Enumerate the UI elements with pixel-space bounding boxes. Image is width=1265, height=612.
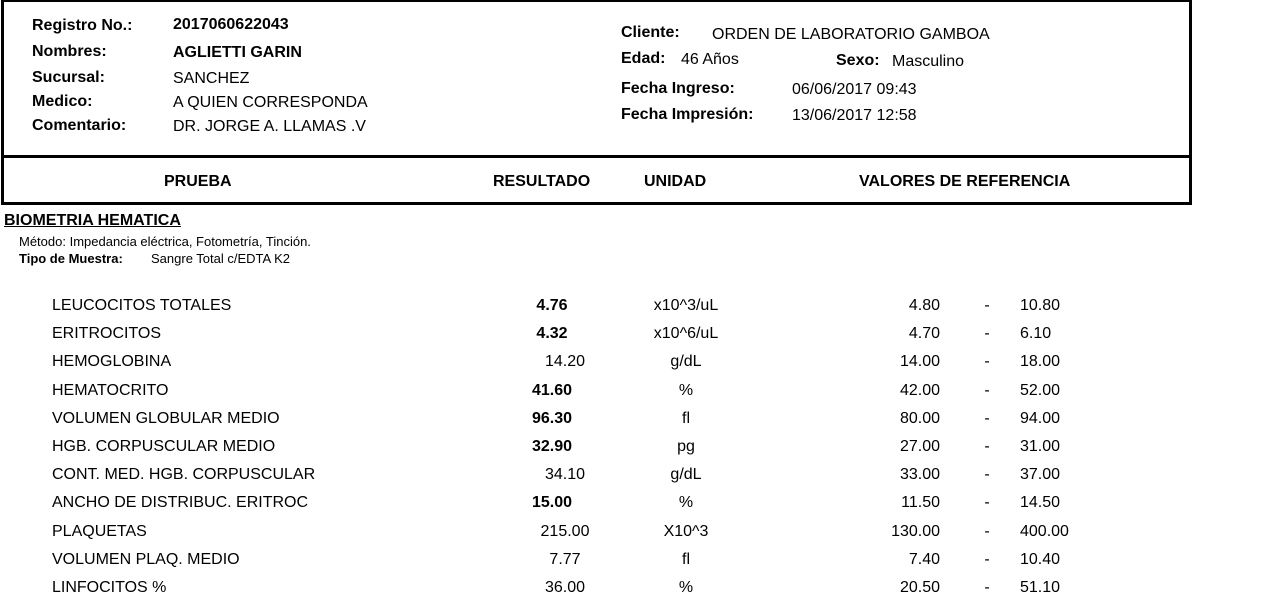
test-unit: fl bbox=[682, 551, 690, 568]
section-title: BIOMETRIA HEMATICA bbox=[4, 212, 181, 229]
medico-label: Medico: bbox=[32, 93, 93, 110]
registro-value: 2017060622043 bbox=[173, 16, 289, 33]
test-result: 96.30 bbox=[531, 410, 573, 427]
reference-high: 14.50 bbox=[1020, 494, 1061, 511]
reference-high: 37.00 bbox=[1020, 466, 1061, 483]
test-result: 7.77 bbox=[549, 551, 581, 568]
test-name: PLAQUETAS bbox=[52, 523, 147, 540]
reference-low: 33.00 bbox=[899, 466, 940, 483]
test-result: 4.32 bbox=[536, 325, 568, 342]
test-unit: x10^3/uL bbox=[653, 297, 719, 314]
reference-dash: - bbox=[984, 325, 990, 342]
test-name: ANCHO DE DISTRIBUC. ERITROC bbox=[52, 494, 309, 511]
table-row bbox=[0, 410, 1265, 434]
test-unit: fl bbox=[682, 410, 690, 427]
table-row bbox=[0, 438, 1265, 462]
column-referencia: VALORES DE REFERENCIA bbox=[859, 173, 1071, 190]
reference-low: 7.40 bbox=[908, 551, 940, 568]
sucursal-value: SANCHEZ bbox=[173, 70, 250, 87]
reference-dash: - bbox=[984, 382, 990, 399]
sexo-value: Masculino bbox=[892, 53, 965, 70]
reference-low: 130.00 bbox=[891, 523, 940, 540]
edad-value: 46 Años bbox=[681, 51, 739, 68]
reference-dash: - bbox=[984, 353, 990, 370]
test-name: VOLUMEN GLOBULAR MEDIO bbox=[52, 410, 280, 427]
edad-label: Edad: bbox=[621, 50, 666, 67]
test-result: 4.76 bbox=[536, 297, 568, 314]
reference-dash: - bbox=[984, 523, 990, 540]
tipo-muestra-label: Tipo de Muestra: bbox=[19, 251, 123, 266]
test-unit: X10^3 bbox=[663, 523, 709, 540]
test-unit: pg bbox=[677, 438, 695, 455]
cliente-value: ORDEN DE LABORATORIO GAMBOA bbox=[712, 26, 990, 43]
reference-low: 20.50 bbox=[899, 579, 940, 596]
tipo-muestra-value: Sangre Total c/EDTA K2 bbox=[151, 251, 290, 266]
table-row bbox=[0, 551, 1265, 575]
reference-high: 10.80 bbox=[1020, 297, 1061, 314]
medico-value: A QUIEN CORRESPONDA bbox=[173, 94, 368, 111]
fecha-impresion-value: 13/06/2017 12:58 bbox=[792, 107, 917, 124]
test-name: LINFOCITOS % bbox=[52, 579, 167, 596]
sucursal-label: Sucursal: bbox=[32, 69, 105, 86]
column-resultado: RESULTADO bbox=[493, 173, 591, 190]
test-name: HEMATOCRITO bbox=[52, 382, 169, 399]
reference-dash: - bbox=[984, 297, 990, 314]
reference-low: 11.50 bbox=[901, 494, 940, 511]
test-name: HEMOGLOBINA bbox=[52, 353, 172, 370]
reference-high: 51.10 bbox=[1020, 579, 1061, 596]
test-name: ERITROCITOS bbox=[52, 325, 162, 342]
test-result: 34.10 bbox=[544, 466, 586, 483]
reference-high: 18.00 bbox=[1020, 353, 1061, 370]
fecha-impresion-label: Fecha Impresión: bbox=[621, 106, 754, 123]
column-unidad: UNIDAD bbox=[644, 173, 707, 190]
table-row bbox=[0, 466, 1265, 490]
table-row bbox=[0, 494, 1265, 518]
column-prueba: PRUEBA bbox=[164, 173, 232, 190]
reference-low: 4.70 bbox=[908, 325, 940, 342]
reference-dash: - bbox=[984, 466, 990, 483]
section-metodo: Método: Impedancia eléctrica, Fotometría, Tinción. bbox=[19, 234, 311, 249]
reference-high: 52.00 bbox=[1020, 382, 1061, 399]
fecha-ingreso-label: Fecha Ingreso: bbox=[621, 80, 735, 97]
reference-high: 400.00 bbox=[1020, 523, 1069, 540]
reference-low: 4.80 bbox=[908, 297, 940, 314]
test-result: 15.00 bbox=[531, 494, 573, 511]
table-row bbox=[0, 523, 1265, 547]
test-unit: % bbox=[678, 579, 694, 596]
registro-label: Registro No.: bbox=[32, 17, 133, 34]
sexo-label: Sexo: bbox=[836, 52, 880, 69]
comentario-value: DR. JORGE A. LLAMAS .V bbox=[173, 118, 366, 135]
test-unit: x10^6/uL bbox=[653, 325, 719, 342]
reference-high: 94.00 bbox=[1020, 410, 1061, 427]
reference-low: 14.00 bbox=[899, 353, 940, 370]
test-result: 14.20 bbox=[544, 353, 586, 370]
test-result: 36.00 bbox=[544, 579, 586, 596]
table-row bbox=[0, 353, 1265, 377]
test-unit: % bbox=[678, 382, 694, 399]
cliente-label: Cliente: bbox=[621, 24, 680, 41]
test-result: 32.90 bbox=[531, 438, 573, 455]
test-name: HGB. CORPUSCULAR MEDIO bbox=[52, 438, 276, 455]
reference-low: 42.00 bbox=[899, 382, 940, 399]
reference-dash: - bbox=[984, 438, 990, 455]
nombres-value: AGLIETTI GARIN bbox=[173, 44, 302, 61]
table-row bbox=[0, 297, 1265, 321]
nombres-label: Nombres: bbox=[32, 43, 107, 60]
comentario-label: Comentario: bbox=[32, 117, 127, 134]
reference-high: 31.00 bbox=[1020, 438, 1061, 455]
reference-dash: - bbox=[984, 551, 990, 568]
test-name: CONT. MED. HGB. CORPUSCULAR bbox=[52, 466, 316, 483]
test-unit: % bbox=[678, 494, 694, 511]
reference-dash: - bbox=[984, 579, 990, 596]
test-name: LEUCOCITOS TOTALES bbox=[52, 297, 232, 314]
reference-low: 27.00 bbox=[899, 438, 940, 455]
test-result: 215.00 bbox=[540, 523, 590, 540]
test-result: 41.60 bbox=[531, 382, 573, 399]
table-row bbox=[0, 382, 1265, 406]
reference-dash: - bbox=[984, 494, 990, 511]
test-unit: g/dL bbox=[670, 353, 702, 370]
table-row bbox=[0, 579, 1265, 603]
test-name: VOLUMEN PLAQ. MEDIO bbox=[52, 551, 240, 568]
table-row bbox=[0, 325, 1265, 349]
reference-low: 80.00 bbox=[899, 410, 940, 427]
reference-high: 10.40 bbox=[1020, 551, 1061, 568]
fecha-ingreso-value: 06/06/2017 09:43 bbox=[792, 81, 917, 98]
test-unit: g/dL bbox=[670, 466, 702, 483]
reference-high: 6.10 bbox=[1020, 325, 1052, 342]
reference-dash: - bbox=[984, 410, 990, 427]
